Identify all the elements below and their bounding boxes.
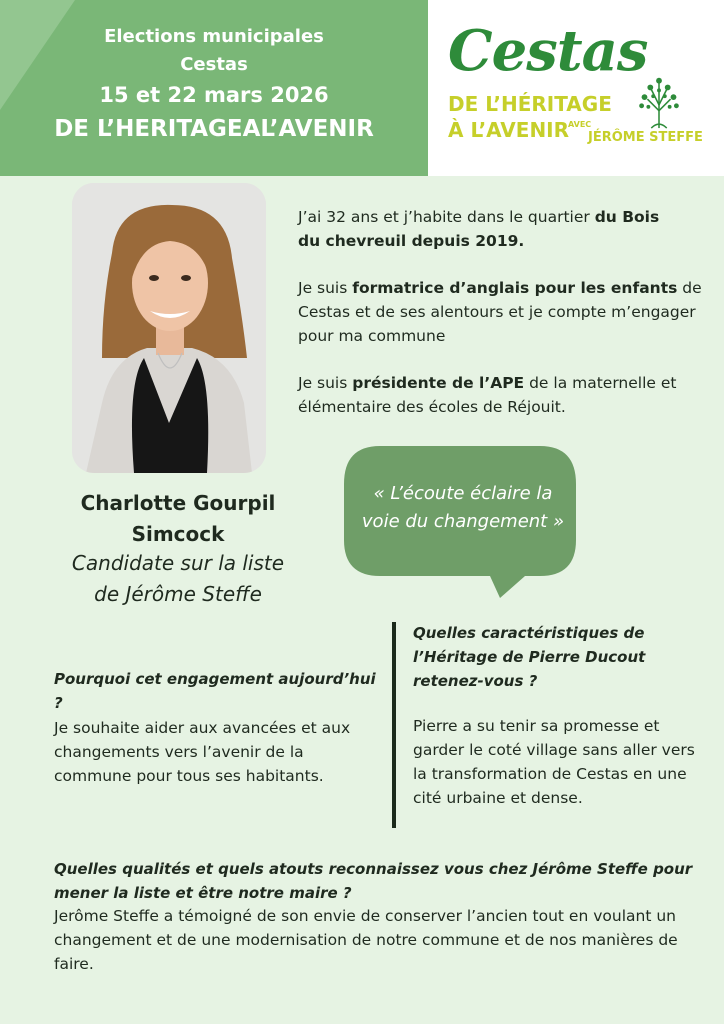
tree-icon: [630, 72, 688, 130]
bio-text: Je suis: [298, 374, 353, 392]
election-dates: 15 et 22 mars 2026: [99, 83, 329, 107]
question-qualities: Quelles qualités et quels atouts reconnaissez vous chez Jérôme Steffe pour mener la liste et être notre maire ?: [54, 860, 693, 902]
candidate-role: [50, 548, 306, 610]
bio-text: J’ai 32 ans et j’habite dans le quartier: [298, 208, 595, 226]
bio-paragraph-1: [298, 205, 678, 253]
bio-text: de la maternelle et élémentaire des écoles de Réjouit.: [298, 374, 677, 416]
answer-qualities: Jerôme Steffe a témoigné de son envie de conserver l’ancien tout en voulant un changement et de une modernisation de notre commune et de nos manières de faire.: [54, 907, 678, 973]
bio-paragraph-2: [298, 276, 708, 348]
quote-line-1: « L’écoute éclaire la: [373, 483, 553, 504]
question-engagement: Pourquoi cet engagement aujourd’hui ?: [54, 670, 376, 712]
election-title: Elections municipales: [104, 26, 324, 47]
candidate-name-first: Charlotte Gourpil: [80, 491, 276, 515]
bio-highlight: du Bois du chevreuil depuis 2019.: [298, 208, 660, 250]
question-heritage: Quelles caractéristiques de l’Héritage de Pierre Ducout retenez-vous ?: [413, 624, 646, 690]
logo-wordmark: Cestas: [448, 18, 648, 84]
candidate-role-line1: Candidate sur la liste: [71, 551, 285, 575]
logo-line-heritage: DE L’HÉRITAGE: [448, 92, 612, 116]
quote-line-2: voie du changement »: [361, 511, 565, 532]
bio-highlight: formatrice d’anglais pour les enfants: [352, 279, 678, 297]
answer-heritage: Pierre a su tenir sa promesse et garder le coté village sans aller vers la transformation de Cestas en une cité urbaine et dense.: [413, 717, 695, 807]
bio-paragraph-3: [298, 371, 698, 419]
candidate-name: [60, 488, 296, 550]
campaign-logo: [428, 0, 724, 176]
answer-engagement: Je souhaite aider aux avancées et aux changements vers l’avenir de la commune pour tous ses habitants.: [54, 719, 351, 785]
city-name: Cestas: [180, 54, 248, 75]
candidate-quote: [360, 480, 566, 536]
column-divider: [392, 622, 396, 828]
header: [0, 0, 724, 176]
logo-leader-name: JÉRÔME STEFFE: [588, 130, 703, 145]
header-banner: [0, 0, 428, 176]
candidate-photo: [72, 183, 266, 473]
portrait-illustration: [72, 183, 266, 473]
campaign-slogan: DE L’HERITAGEAL’AVENIR: [54, 116, 374, 142]
bio-highlight: présidente de l’APE: [352, 374, 525, 392]
bio-text: de Cestas et de ses alentours et je compte m’engager pour ma commune: [298, 279, 702, 345]
bio-text: Je suis: [298, 279, 353, 297]
candidate-role-line2: de Jérôme Steffe: [94, 582, 262, 606]
logo-avec: AVEC: [568, 120, 592, 129]
logo-line-avenir: À L’AVENIR: [448, 118, 570, 142]
candidate-name-last: Simcock: [131, 522, 225, 546]
